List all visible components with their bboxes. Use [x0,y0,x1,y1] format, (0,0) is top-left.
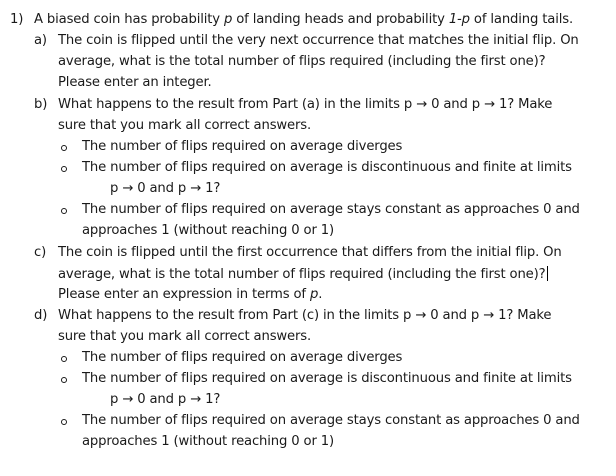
part-a-label: a) [34,33,47,48]
part-c-label: c) [34,245,47,260]
part-d-option-2-text: The number of flips required on average is discontinuous and finite at limits [82,371,572,386]
part-a-line-2: average, what is the total number of flips required (including the first one)? [58,54,546,69]
text-cursor [547,266,548,281]
part-d-option-2-text-cont: p → 0 and p → 1? [110,392,221,407]
part-d-option-1-radio[interactable] [61,356,67,362]
part-c-line-2: average, what is the total number of flips required (including the first one)? [58,267,546,282]
part-d-option-2-radio[interactable] [61,377,67,383]
question-number: 1) [10,12,24,27]
part-d-line-2: sure that you mark all correct answers. [58,329,312,344]
part-d-label: d) [34,308,48,323]
part-b-option-3-text: The number of flips required on average stays constant as approaches 0 and [82,202,580,217]
part-d-option-3-text-cont: approaches 1 (without reaching 0 or 1) [82,434,335,449]
part-b-option-2-radio[interactable] [61,166,67,172]
part-d-option-3-text: The number of flips required on average stays constant as approaches 0 and [82,413,580,428]
part-c-line-2-wrap[interactable] [58,266,548,283]
part-a-line-1: The coin is flipped until the very next occurrence that matches the initial flip. On [58,33,579,48]
part-b-option-1-radio[interactable] [61,145,67,151]
part-b-option-2-text-cont: p → 0 and p → 1? [110,181,221,196]
part-b-label: b) [34,97,48,112]
part-b-option-2-text: The number of flips required on average is discontinuous and finite at limits [82,160,572,175]
question-stem: A biased coin has probability p of landing heads and probability 1-p of landing tails. [34,12,573,27]
part-d-option-3-radio[interactable] [61,419,67,425]
part-b-option-3-text-cont: approaches 1 (without reaching 0 or 1) [82,223,335,238]
part-d-line-1: What happens to the result from Part (c) in the limits p → 0 and p → 1? Make [58,308,552,323]
part-b-line-1: What happens to the result from Part (a) in the limits p → 0 and p → 1? Make [58,97,553,112]
part-d-option-1-text: The number of flips required on average diverges [82,350,403,365]
part-b-option-1-text: The number of flips required on average diverges [82,139,403,154]
part-a-line-3: Please enter an integer. [58,75,212,90]
part-c-line-3: Please enter an expression in terms of p. [58,287,323,302]
part-b-option-3-radio[interactable] [61,208,67,214]
part-b-line-2: sure that you mark all correct answers. [58,118,312,133]
part-c-line-1: The coin is flipped until the first occurrence that differs from the initial flip. On [58,245,562,260]
